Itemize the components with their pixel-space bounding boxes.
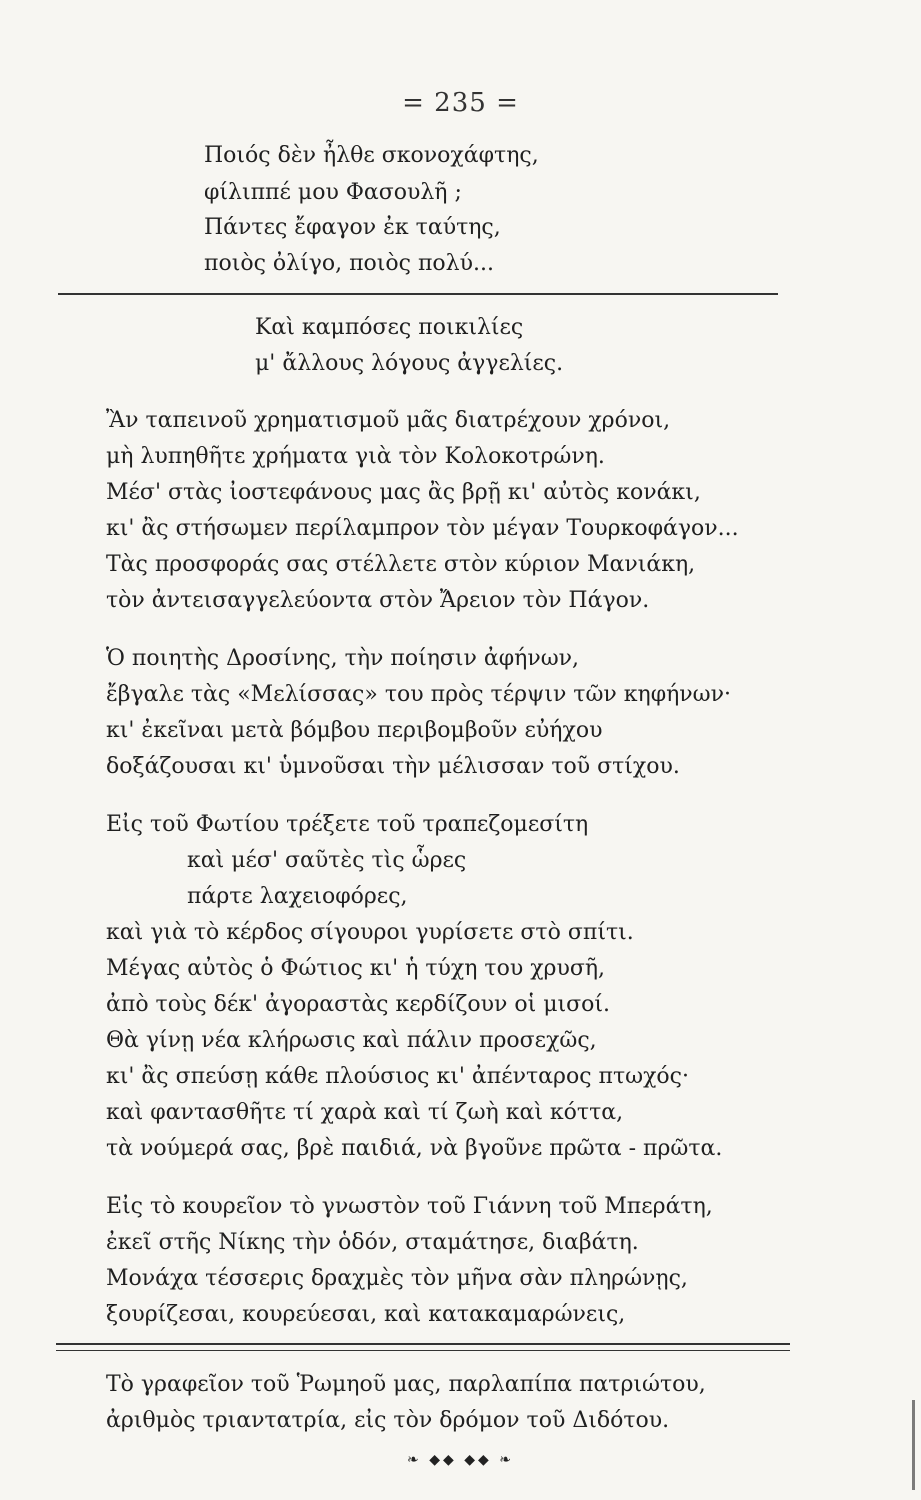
poem-line: φίλιππέ μου Φασουλῆ ; [204,180,462,205]
poem-line: τὸν ἀντεισαγγελεύοντα στὸν Ἄρειον τὸν Πάγον. [106,588,650,613]
section-divider [58,293,778,295]
ornament: ❧ ◆◆ ◆◆ ❧ [407,1452,514,1468]
page-edge-mark [912,1400,915,1490]
poem-line: Μονάχα τέσσερις δραχμὲς τὸν μῆνα σὰν πληρώνῃς, [106,1266,688,1291]
poem-line: Εἰς τοῦ Φωτίου τρέξετε τοῦ τραπεζομεσίτη [106,812,589,837]
poem-line: Θὰ γίνῃ νέα κλήρωσις καὶ πάλιν προσεχῶς, [106,1028,597,1053]
poem-line: καὶ μέσ' σαῦτὲς τὶς ὧρες [187,848,467,873]
poem-line: Τὰς προσφοράς σας στέλλετε στὸν κύριον Μανιάκη, [106,552,696,577]
poem-line: ἔβγαλε τὰς «Μελίσσας» του πρὸς τέρψιν τῶν κηφήνων· [106,682,731,707]
poem-line: δοξάζουσαι κι' ὑμνοῦσαι τὴν μέλισσαν τοῦ στίχου. [106,754,680,779]
poem-line: Πάντες ἔφαγον ἐκ ταύτης, [204,215,501,240]
poem-line: Καὶ καμπόσες ποικιλίες [255,315,524,340]
poem-line: ἐκεῖ στῆς Νίκης τὴν ὁδόν, σταμάτησε, διαβάτη. [106,1230,639,1255]
poem-line: μ' ἄλλους λόγους ἀγγελίες. [255,351,564,376]
poem-line: κι' ἂς σπεύσῃ κάθε πλούσιος κι' ἀπένταρος πτωχός· [106,1064,689,1089]
page-number: = 235 = [402,88,519,118]
poem-line: Ὁ ποιητὴς Δροσίνης, τὴν ποίησιν ἀφήνων, [106,646,580,671]
poem-line: ἀπὸ τοὺς δέκ' ἀγοραστὰς κερδίζουν οἱ μισοί. [106,992,611,1017]
footer-line: ἀριθμὸς τριαντατρία, εἰς τὸν δρόμον τοῦ Διδότου. [106,1408,670,1433]
poem-line: μὴ λυπηθῆτε χρήματα γιὰ τὸν Κολοκοτρώνη. [106,444,605,469]
poem-line: Μέγας αὐτὸς ὁ Φώτιος κι' ἡ τύχη του χρυσῆ, [106,956,606,981]
section-divider [56,1343,790,1345]
poem-line: Ἂν ταπεινοῦ χρηματισμοῦ μᾶς διατρέχουν χρόνοι, [106,408,671,433]
poem-line: καὶ φαντασθῆτε τί χαρὰ καὶ τί ζωὴ καὶ κόττα, [106,1100,624,1125]
footer-line: Τὸ γραφεῖον τοῦ Ῥωμηοῦ μας, παρλαπίπα πατριώτου, [106,1372,706,1397]
poem-line: πάρτε λαχειοφόρες, [187,884,408,909]
poem-line: ξουρίζεσαι, κουρεύεσαι, καὶ κατακαμαρώνεις, [106,1302,626,1327]
poem-line: τὰ νούμερά σας, βρὲ παιδιά, νὰ βγοῦνε πρῶτα - πρῶτα. [106,1136,723,1161]
poem-line: Ποιός δὲν ἦλθε σκονοχάφτης, [204,143,539,168]
poem-line: κι' ἐκεῖναι μετὰ βόμβου περιβομβοῦν εὐήχου [106,718,603,743]
poem-line: κι' ἂς στήσωμεν περίλαμπρον τὸν μέγαν Τουρκοφάγον... [106,516,739,541]
poem-line: ποιὸς ὀλίγο, ποιὸς πολύ... [204,251,494,276]
poem-line: Μέσ' στὰς ἰοστεφάνους μας ἂς βρῇ κι' αὐτὸς κονάκι, [106,480,701,505]
poem-line: καὶ γιὰ τὸ κέρδος σίγουροι γυρίσετε στὸ σπίτι. [106,920,634,945]
poem-line: Εἰς τὸ κουρεῖον τὸ γνωστὸν τοῦ Γιάννη τοῦ Μπεράτη, [106,1194,713,1219]
section-divider [56,1350,790,1351]
